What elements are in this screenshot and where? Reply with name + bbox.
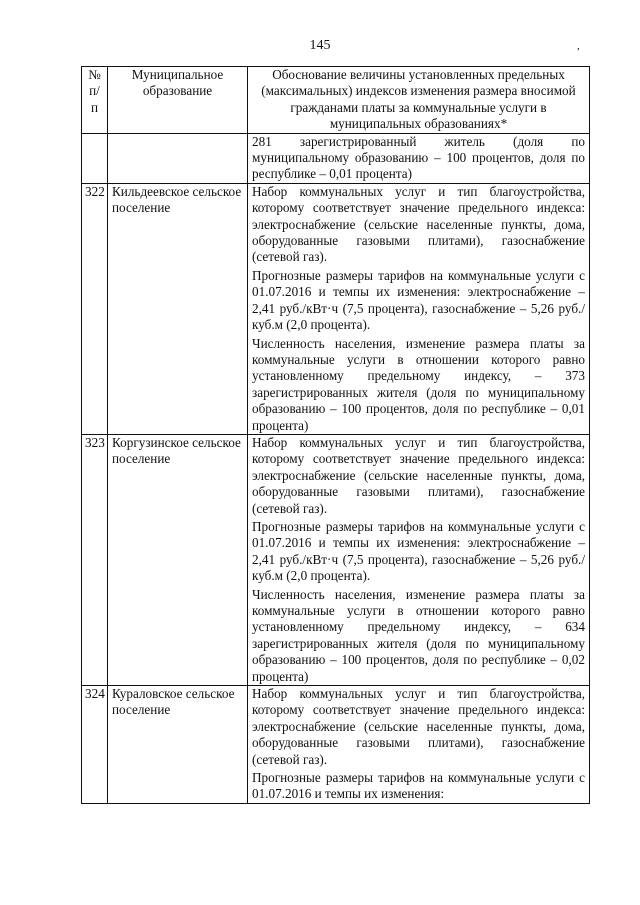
table-row (82, 183, 590, 434)
row-municipality: Кураловское сельское поселение (108, 686, 248, 804)
tariffs-paragraph: Прогнозные размеры тарифов на коммунальные услуги с 01.07.2016 и темпы их изменения: электроснабжение – 2,41 руб./кВт·ч (7,5 процента), газоснабжение – 5,26 руб./куб.м (2,0 процента). (252, 518, 585, 584)
page-number: 145 (309, 38, 331, 53)
corner-mark: , (577, 40, 580, 52)
tariff-index-table (81, 66, 590, 804)
table-row (82, 434, 590, 685)
row-justification (248, 183, 590, 434)
header-num: № п/п (82, 67, 108, 134)
services-paragraph: Набор коммунальных услуг и тип благоустройства, которому соответствует значение предельного индекса: электроснабжение (сельские населенные пункты, дома, оборудованные газовыми плитами), газоснабжение (сетевой газ). (252, 434, 585, 516)
row-num: 323 (82, 434, 108, 685)
table-header-row (82, 67, 590, 134)
row-municipality: Кильдеевское сельское поселение (108, 183, 248, 434)
population-paragraph: Численность населения, изменение размера платы за коммунальные услуги в отношении которого равно установленному предельному индексу, – 634 зарегистрированных жителя (доля по муниципальному образованию – 100 процентов, доля по республике – 0,02 процента) (252, 586, 585, 684)
continuation-text-cell (248, 133, 590, 183)
continuation-text: 281 зарегистрированный житель (доля по муниципальному образованию – 100 процентов, доля по республике – 0,01 процента) (252, 133, 585, 182)
row-justification (248, 686, 590, 804)
header-municipality: Муниципальное образование (108, 67, 248, 134)
tariffs-paragraph: Прогнозные размеры тарифов на коммунальные услуги с 01.07.2016 и темпы их изменения: (252, 770, 585, 802)
continuation-muni-cell (108, 133, 248, 183)
continuation-num-cell (82, 133, 108, 183)
row-num: 324 (82, 686, 108, 804)
population-paragraph: Численность населения, изменение размера платы за коммунальные услуги в отношении которого равно установленному предельному индексу, – 373 зарегистрированных жителя (доля по муниципальному образованию – 100 процентов, доля по республике – 0,01 процента) (252, 335, 585, 433)
table-row-continuation (82, 133, 590, 183)
table-row (82, 686, 590, 804)
services-paragraph: Набор коммунальных услуг и тип благоустройства, которому соответствует значение предельного индекса: электроснабжение (сельские населенные пункты, дома, оборудованные газовыми плитами), газоснабжение (сетевой газ). (252, 686, 585, 767)
row-justification (248, 434, 590, 685)
services-paragraph: Набор коммунальных услуг и тип благоустройства, которому соответствует значение предельного индекса: электроснабжение (сельские населенные пункты, дома, оборудованные газовыми плитами), газоснабжение (сетевой газ). (252, 183, 585, 265)
tariffs-paragraph: Прогнозные размеры тарифов на коммунальные услуги с 01.07.2016 и темпы их изменения: электроснабжение – 2,41 руб./кВт·ч (7,5 процента), газоснабжение – 5,26 руб./куб.м (2,0 процента). (252, 267, 585, 333)
header-justification: Обоснование величины установленных предельных (максимальных) индексов изменения размера вносимой гражданами платы за коммунальные услуги в муниципальных образованиях* (248, 67, 590, 134)
row-num: 322 (82, 183, 108, 434)
row-municipality: Коргузинское сельское поселение (108, 434, 248, 685)
